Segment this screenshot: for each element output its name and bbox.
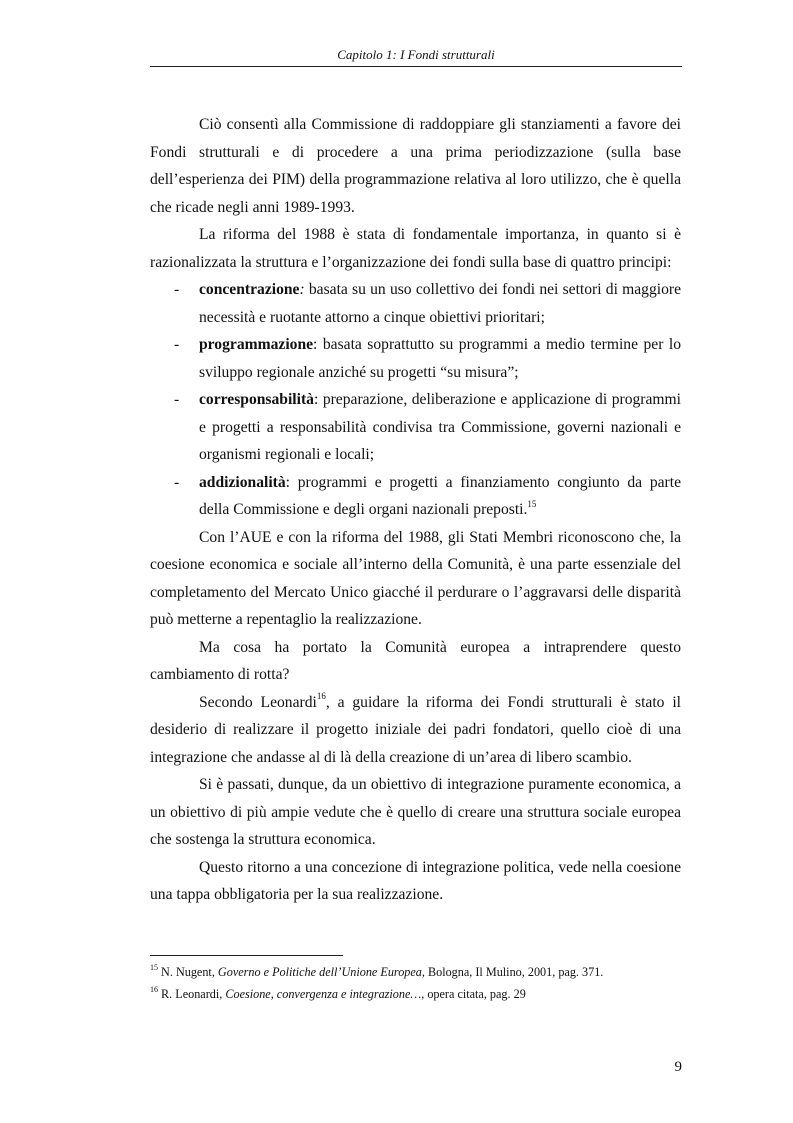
footnote-title: Governo e Politiche dell’Unione Europea xyxy=(217,965,422,979)
paragraph-5-rest: , a guidare la riforma dei Fondi strutturali è stato il desiderio di realizzare il progetto iniziale dei padri fondatori, quello cioè di una integrazione che andasse al di là della creazione di un’area di libero scambio. xyxy=(150,693,681,766)
paragraph-3: Con l’AUE e con la riforma del 1988, gli Stati Membri riconoscono che, la coesione economica e sociale all’interno della Comunità, è una parte essenziale del completamento del Mercato Unico giacché il perdurare o l’aggravarsi delle disparità può metterne a repentaglio la realizzazione. xyxy=(150,528,681,628)
paragraph-5 xyxy=(150,689,681,772)
footnote-ref[interactable]: 15 xyxy=(527,498,537,509)
footnote-number: 16 xyxy=(150,984,158,994)
footnote-ref[interactable]: 16 xyxy=(316,691,326,702)
list-item xyxy=(150,469,681,524)
running-header: Capitolo 1: I Fondi strutturali xyxy=(337,47,495,62)
footnotes xyxy=(150,961,682,1005)
paragraph-4: Ma cosa ha portato la Comunità europea a intraprendere questo cambiamento di rotta? xyxy=(150,638,681,683)
footnote-title: Coesione, convergenza e integrazione… xyxy=(225,987,422,1001)
principles-list xyxy=(150,276,681,524)
list-term: addizionalità xyxy=(199,473,286,491)
footnote-details: , Bologna, Il Mulino, 2001, pag. 371. xyxy=(421,965,604,979)
list-term: programmazione xyxy=(199,336,314,353)
list-dash: - xyxy=(174,473,180,491)
paragraph-2: La riforma del 1988 è stata di fondamentale importanza, in quanto si è razionalizzata la struttura e l’organizzazione dei fondi sulla base di quattro principi: xyxy=(150,226,681,271)
paragraph-5-start: Secondo Leonardi xyxy=(199,693,317,711)
list-text: preparazione, deliberazione e applicazione di programmi e progetti a responsabilità condivisa tra Commissione, governi nazionali e organismi regionali e locali; xyxy=(199,391,681,463)
list-dash: - xyxy=(174,281,180,298)
list-item xyxy=(150,331,681,386)
list-text: basata su un uso collettivo dei fondi nei settori di maggiore necessità e ruotante attorno a cinque obiettivi prioritari; xyxy=(199,281,681,326)
paragraph-1: Ciò consentì alla Commissione di raddoppiare gli stanziamenti a favore dei Fondi strutturali e di procedere a una prima periodizzazione (sulla base dell’esperienza dei PIM) della programmazione relativa al loro utilizzo, che è quella che ricade negli anni 1989-1993. xyxy=(150,116,681,216)
footnote-rule xyxy=(150,955,343,956)
main-text xyxy=(150,111,681,909)
list-item xyxy=(150,276,681,331)
list-dash: - xyxy=(174,336,180,353)
list-term-separator: : xyxy=(285,473,290,491)
list-term: concentrazione xyxy=(199,281,300,298)
list-text: programmi e progetti a finanziamento congiunto da parte della Commissione e degli organi nazionali preposti. xyxy=(199,473,681,518)
list-term-separator: : xyxy=(313,336,318,353)
paragraph-7: Questo ritorno a una concezione di integrazione politica, vede nella coesione una tappa obbligatoria per la sua realizzazione. xyxy=(150,858,681,903)
footnote-author: N. Nugent, xyxy=(158,965,218,979)
footnote xyxy=(150,983,682,1005)
footnote-number: 15 xyxy=(150,962,158,972)
list-dash: - xyxy=(174,391,180,408)
page-number: 9 xyxy=(674,1059,682,1075)
list-term-separator: : xyxy=(299,281,305,298)
list-text: basata soprattutto su programmi a medio termine per lo sviluppo regionale anziché su progetti “su misura”; xyxy=(199,336,681,381)
footnote-details: , opera citata, pag. 29 xyxy=(421,987,526,1001)
footnote xyxy=(150,961,682,983)
header-rule xyxy=(150,66,682,67)
list-item xyxy=(150,386,681,469)
list-term-separator: : xyxy=(313,391,319,408)
footnote-author: R. Leonardi, xyxy=(158,987,226,1001)
paragraph-6: Si è passati, dunque, da un obiettivo di integrazione puramente economica, a un obiettivo di più ampie vedute che è quello di creare una struttura sociale europea che sostenga la struttura economica. xyxy=(150,776,681,848)
list-term: corresponsabilità xyxy=(199,391,314,408)
